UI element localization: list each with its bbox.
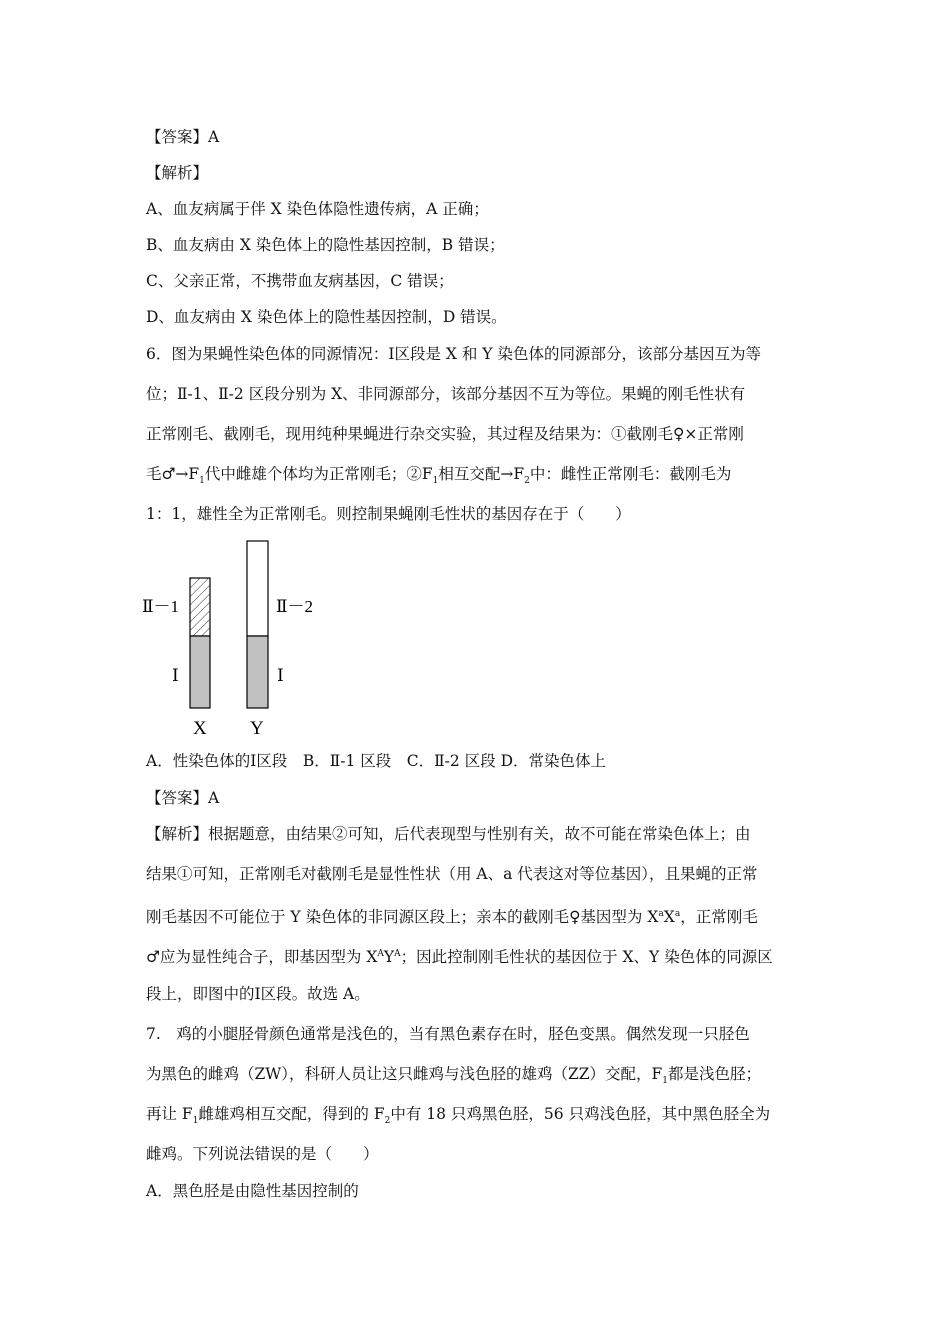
answer-label: 【答案】A — [146, 128, 220, 146]
analysis-line: D、血友病由 X 染色体上的隐性基因控制，D 错误。 — [146, 308, 507, 326]
question-6-stem: 6．图为果蝇性染色体的同源情况：Ⅰ区段是 X 和 Y 染色体的同源部分，该部分基因互为等 — [146, 345, 761, 363]
analysis-line: C、父亲正常，不携带血友病基因，C 错误； — [146, 272, 454, 290]
analysis-line: ♂应为显性纯合子，即基因型为 $X^AY^A$；因此控制刚毛性状的基因位于 X、Y 染色体的同源区 — [146, 948, 773, 967]
question-6-stem: 毛$♂\to F_1$代中雌雄个体均为正常刚毛；$②F_1$相互交配$\to F_2$中：雌性正常刚毛：截刚毛为 — [146, 465, 732, 487]
label-ii2: Ⅱ－2 — [276, 597, 314, 616]
analysis-line: 结果①可知，正常刚毛对截刚毛是显性性状（用 A、a 代表这对等位基因），且果蝇的正常 — [146, 865, 758, 883]
x-chromosome-segment-ii1 — [190, 578, 210, 636]
analysis-line: A、血友病属于伴 X 染色体隐性遗传病，A 正确； — [146, 200, 489, 218]
label-ii1: Ⅱ－1 — [142, 597, 180, 616]
question-6-stem: 位；Ⅱ-1、Ⅱ-2 区段分别为 X、非同源部分，该部分基因不互为等位。果蝇的刚毛性状有 — [146, 385, 746, 403]
question-7-stem: 为黑色的雌鸡（ZW），科研人员让这只雌鸡与浅色胫的雄鸡（ZZ）交配，$F_1$都是浅色胫； — [146, 1065, 761, 1087]
analysis-label: 【解析】 — [146, 164, 209, 182]
chromosome-diagram — [140, 536, 340, 746]
question-6-stem: 正常刚毛、截刚毛，现用纯种果蝇进行杂交实验，其过程及结果为：①截刚毛♀×正常刚 — [146, 425, 744, 443]
label-x: X — [193, 718, 207, 739]
question-7-stem: 再让 $F_1$雌雄鸡相互交配，得到的 $F_2$中有 18 只鸡黑色胫，56 只鸡浅色胫，其中黑色胫全为 — [146, 1105, 771, 1127]
analysis-line: 【解析】根据题意，由结果②可知，后代表现型与性别有关，故不可能在常染色体上；由 — [146, 825, 751, 843]
answer-label: 【答案】A — [146, 789, 220, 807]
label-i-left: Ⅰ — [172, 666, 179, 685]
label-i-right: Ⅰ — [277, 666, 284, 685]
question-6-options: A．性染色体的Ⅰ区段 B．Ⅱ-1 区段 C．Ⅱ-2 区段 D．常染色体上 — [146, 752, 607, 770]
analysis-line: 刚毛基因不可能位于 Y 染色体的非同源区段上；亲本的截刚毛♀基因型为 $X^aX^a$，正常刚毛 — [146, 908, 758, 927]
label-y: Y — [250, 718, 264, 739]
x-chromosome-segment-i — [190, 636, 210, 708]
question-7-stem: 7. 鸡的小腿胫骨颜色通常是浅色的，当有黑色素存在时，胫色变黑。偶然发现一只胫色 — [146, 1025, 750, 1043]
analysis-line: 段上，即图中的Ⅰ区段。故选 A。 — [146, 985, 370, 1003]
y-chromosome-segment-i — [247, 636, 268, 708]
question-7-stem: 雌鸡。下列说法错误的是（ ） — [146, 1145, 379, 1163]
question-6-stem: 1：1，雄性全为正常刚毛。则控制果蝇刚毛性状的基因存在于（ ） — [146, 505, 631, 523]
y-chromosome-segment-ii2 — [247, 541, 268, 636]
question-7-option-a: A．黑色胫是由隐性基因控制的 — [146, 1182, 359, 1200]
analysis-line: B、血友病由 X 染色体上的隐性基因控制，B 错误； — [146, 236, 505, 254]
